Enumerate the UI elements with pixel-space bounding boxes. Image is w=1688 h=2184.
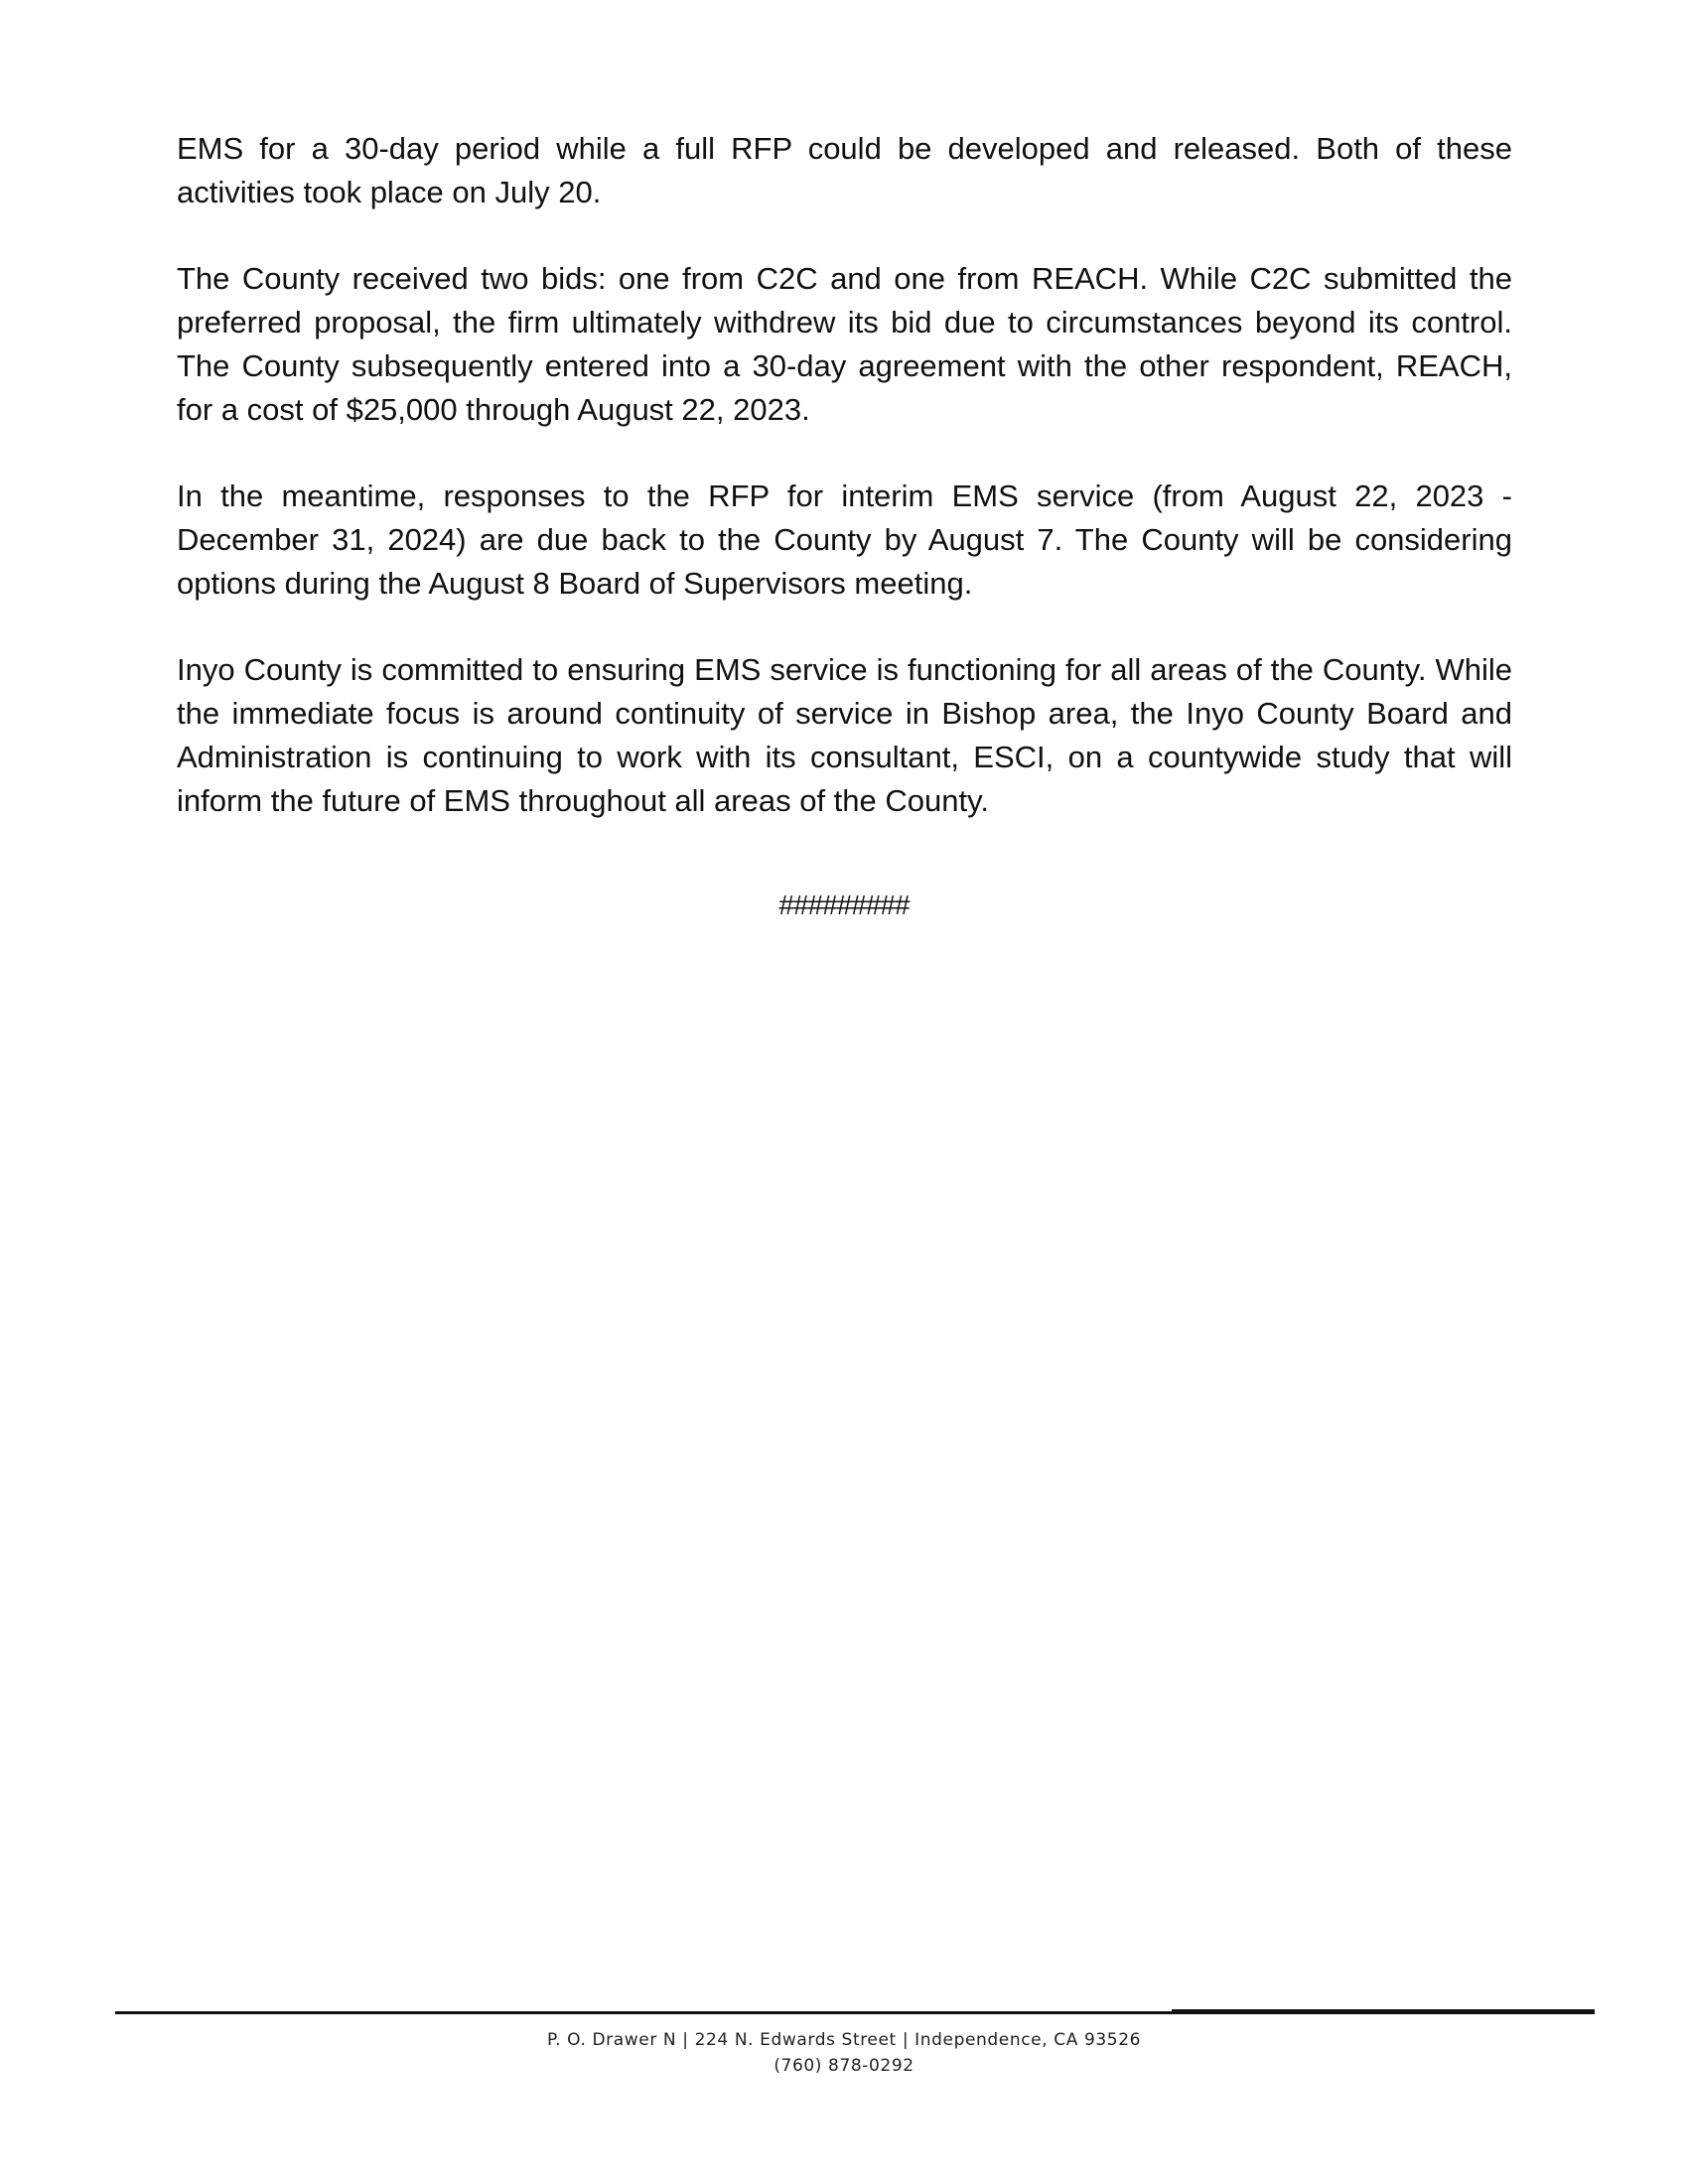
page-footer bbox=[0, 2027, 1688, 2079]
paragraph-3: In the meantime, responses to the RFP for interim EMS service (from August 22, 2023 - December 31, 2024) are due back to the County by August 7. The County will be considering options during the August 8 Board of Supervisors meeting. bbox=[177, 478, 1512, 601]
footer-phone: (760) 878-0292 bbox=[774, 2056, 914, 2076]
footer-address: P. O. Drawer N | 224 N. Edwards Street | Independence, CA 93526 bbox=[546, 2030, 1142, 2050]
document-body bbox=[177, 127, 1512, 823]
footer-divider-accent bbox=[1172, 2009, 1595, 2013]
paragraph-2: The County received two bids: one from C2C and one from REACH. While C2C submitted the preferred proposal, the firm ultimately withdrew its bid due to circumstances beyond its control. The County subsequently entered into a 30-day agreement with the other respondent, REACH, for a cost of $25,000 through August 22, 2023. bbox=[177, 261, 1512, 427]
paragraph-4: Inyo County is committed to ensuring EMS service is functioning for all areas of the County. While the immediate focus is around continuity of service in Bishop area, the Inyo County Board and Administration is continuing to work with its consultant, ESCI, on a countywide study that will inform the future of EMS throughout all areas of the County. bbox=[177, 652, 1512, 818]
paragraph-1: EMS for a 30-day period while a full RFP could be developed and released. Both of these activities took place on July 20. bbox=[177, 131, 1512, 209]
end-of-release-marker: ######### bbox=[778, 889, 910, 920]
